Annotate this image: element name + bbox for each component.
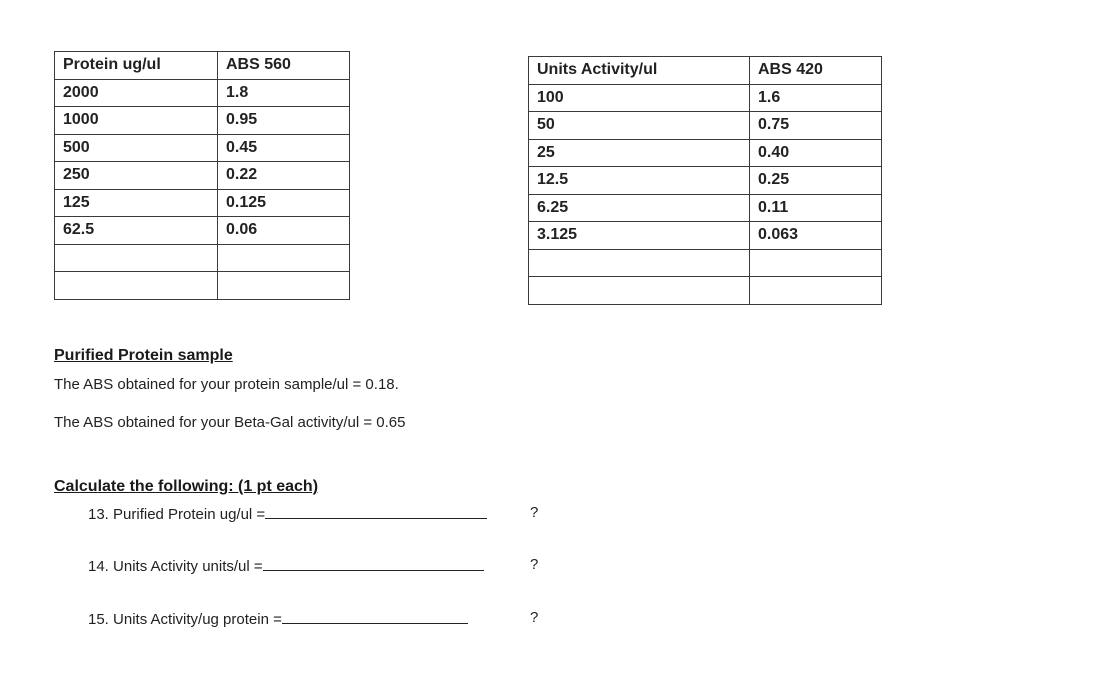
- protein-table-header-cell: Protein ug/ul: [55, 52, 218, 80]
- calculate-heading: Calculate the following: (1 pt each): [54, 478, 319, 495]
- question-15: [88, 609, 468, 629]
- activity-table-cell: 25: [529, 139, 750, 167]
- protein-table-cell: 0.06: [218, 217, 350, 245]
- protein-table-row: [55, 272, 350, 300]
- activity-table-header-cell: Units Activity/ul: [529, 57, 750, 85]
- activity-table-cell: 0.063: [750, 222, 882, 250]
- protein-table-cell: [218, 272, 350, 300]
- sample-activity-abs-text: The ABS obtained for your Beta-Gal activity/ul = 0.65: [54, 414, 406, 431]
- activity-table-row: [529, 277, 882, 305]
- answer-14-blank[interactable]: [263, 556, 484, 571]
- answer-15-blank[interactable]: [282, 609, 468, 624]
- activity-table-cell: 0.11: [750, 194, 882, 222]
- activity-table-cell: [750, 277, 882, 305]
- question-14: [88, 556, 484, 576]
- protein-table-row: [55, 217, 350, 245]
- question-14-label: 14. Units Activity units/ul =: [88, 558, 263, 575]
- protein-table-cell: 250: [55, 162, 218, 190]
- activity-table-cell: 6.25: [529, 194, 750, 222]
- sample-protein-abs-text: The ABS obtained for your protein sample/ul = 0.18.: [54, 376, 399, 393]
- question-15-mark: ?: [530, 609, 539, 626]
- protein-table-header-cell: ABS 560: [218, 52, 350, 80]
- activity-table-cell: [529, 277, 750, 305]
- protein-standard-table: [54, 51, 350, 300]
- activity-table-header-row: [529, 57, 882, 85]
- question-13: [88, 504, 487, 524]
- protein-table-cell: [55, 244, 218, 272]
- protein-table-cell: 1.8: [218, 79, 350, 107]
- activity-table-cell: 0.40: [750, 139, 882, 167]
- protein-table-cell: 500: [55, 134, 218, 162]
- question-14-mark: ?: [530, 556, 539, 573]
- activity-table-row: [529, 112, 882, 140]
- activity-table-cell: [529, 249, 750, 277]
- question-13-label: 13. Purified Protein ug/ul =: [88, 506, 266, 523]
- protein-table-row: [55, 244, 350, 272]
- activity-table-row: [529, 194, 882, 222]
- protein-table-cell: 1000: [55, 107, 218, 135]
- protein-table-cell: 62.5: [55, 217, 218, 245]
- protein-table-cell: 0.45: [218, 134, 350, 162]
- activity-standard-table: [528, 56, 882, 305]
- protein-table-row: [55, 189, 350, 217]
- activity-table-row: [529, 139, 882, 167]
- protein-table-cell: [55, 272, 218, 300]
- activity-table-cell: 1.6: [750, 84, 882, 112]
- activity-table-cell: 100: [529, 84, 750, 112]
- activity-table-row: [529, 167, 882, 195]
- protein-table-cell: 0.22: [218, 162, 350, 190]
- protein-table-row: [55, 162, 350, 190]
- activity-table-row: [529, 249, 882, 277]
- activity-table-row: [529, 84, 882, 112]
- protein-table-header-row: [55, 52, 350, 80]
- protein-table-cell: 0.95: [218, 107, 350, 135]
- protein-table-cell: [218, 244, 350, 272]
- answer-13-blank[interactable]: [265, 504, 487, 519]
- activity-table-cell: 0.25: [750, 167, 882, 195]
- sample-heading: Purified Protein sample: [54, 347, 233, 364]
- activity-table-header-cell: ABS 420: [750, 57, 882, 85]
- activity-table-cell: 12.5: [529, 167, 750, 195]
- protein-table-row: [55, 107, 350, 135]
- activity-table-cell: 50: [529, 112, 750, 140]
- protein-table-row: [55, 134, 350, 162]
- activity-table-cell: [750, 249, 882, 277]
- protein-table-row: [55, 79, 350, 107]
- question-13-mark: ?: [530, 504, 539, 521]
- protein-table-cell: 125: [55, 189, 218, 217]
- question-15-label: 15. Units Activity/ug protein =: [88, 611, 282, 628]
- activity-table-cell: 3.125: [529, 222, 750, 250]
- protein-table-cell: 0.125: [218, 189, 350, 217]
- activity-table-row: [529, 222, 882, 250]
- protein-table-cell: 2000: [55, 79, 218, 107]
- activity-table-cell: 0.75: [750, 112, 882, 140]
